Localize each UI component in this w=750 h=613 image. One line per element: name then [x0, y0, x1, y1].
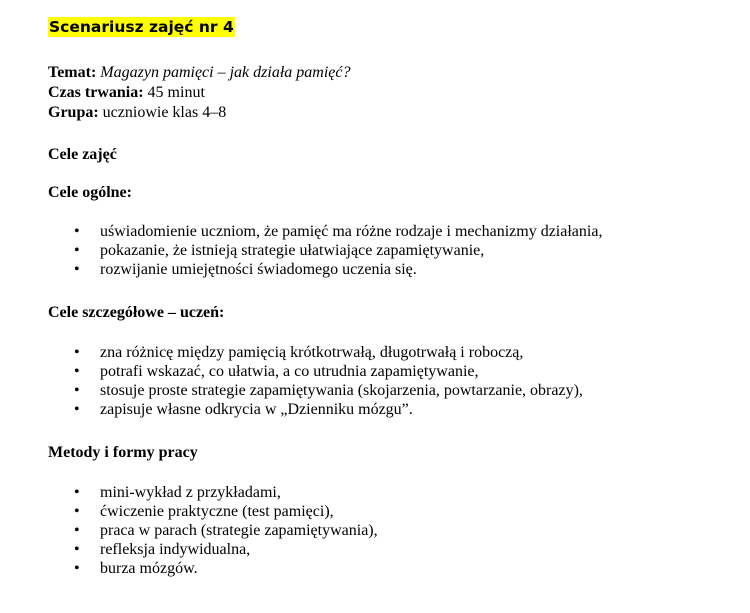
group-line — [48, 103, 350, 123]
duration-label: Czas trwania: — [48, 84, 144, 101]
list-item: • ćwiczenie praktyczne (test pamięci), — [48, 502, 378, 521]
duration-line — [48, 83, 350, 103]
list-item: • potrafi wskazać, co ułatwia, a co utrudnia zapamiętywanie, — [48, 362, 583, 381]
group-value: uczniowie klas 4–8 — [102, 104, 227, 121]
general-goals-list — [48, 222, 602, 279]
general-goals-heading: Cele ogólne: — [48, 184, 132, 201]
specific-goals-list — [48, 343, 583, 419]
group-label: Grupa: — [48, 104, 99, 121]
list-item: • zapisuje własne odkrycia w „Dzienniku mózgu”. — [48, 400, 583, 419]
duration-value: 45 minut — [147, 84, 205, 101]
list-item: • zna różnicę między pamięcią krótkotrwałą, długotrwałą i roboczą, — [48, 343, 583, 362]
goals-heading: Cele zajęć — [48, 146, 117, 163]
methods-heading: Metody i formy pracy — [48, 444, 198, 461]
list-item: • stosuje proste strategie zapamiętywania (skojarzenia, powtarzanie, obrazy), — [48, 381, 583, 400]
list-item: • burza mózgów. — [48, 559, 378, 578]
topic-line — [48, 63, 350, 83]
list-item: • praca w parach (strategie zapamiętywania), — [48, 521, 378, 540]
list-item: • pokazanie, że istnieją strategie ułatwiające zapamiętywanie, — [48, 241, 602, 260]
list-item: • rozwijanie umiejętności świadomego uczenia się. — [48, 260, 602, 279]
list-item: • uświadomienie uczniom, że pamięć ma różne rodzaje i mechanizmy działania, — [48, 222, 602, 241]
topic-value: Magazyn pamięci – jak działa pamięć? — [100, 64, 351, 81]
methods-list — [48, 483, 378, 578]
specific-goals-heading: Cele szczegółowe – uczeń: — [48, 304, 225, 321]
lesson-meta — [48, 63, 350, 123]
document-title: Scenariusz zajęć nr 4 — [49, 18, 234, 36]
list-item: • refleksja indywidualna, — [48, 540, 378, 559]
list-item: • mini-wykład z przykładami, — [48, 483, 378, 502]
topic-label: Temat: — [48, 64, 97, 81]
